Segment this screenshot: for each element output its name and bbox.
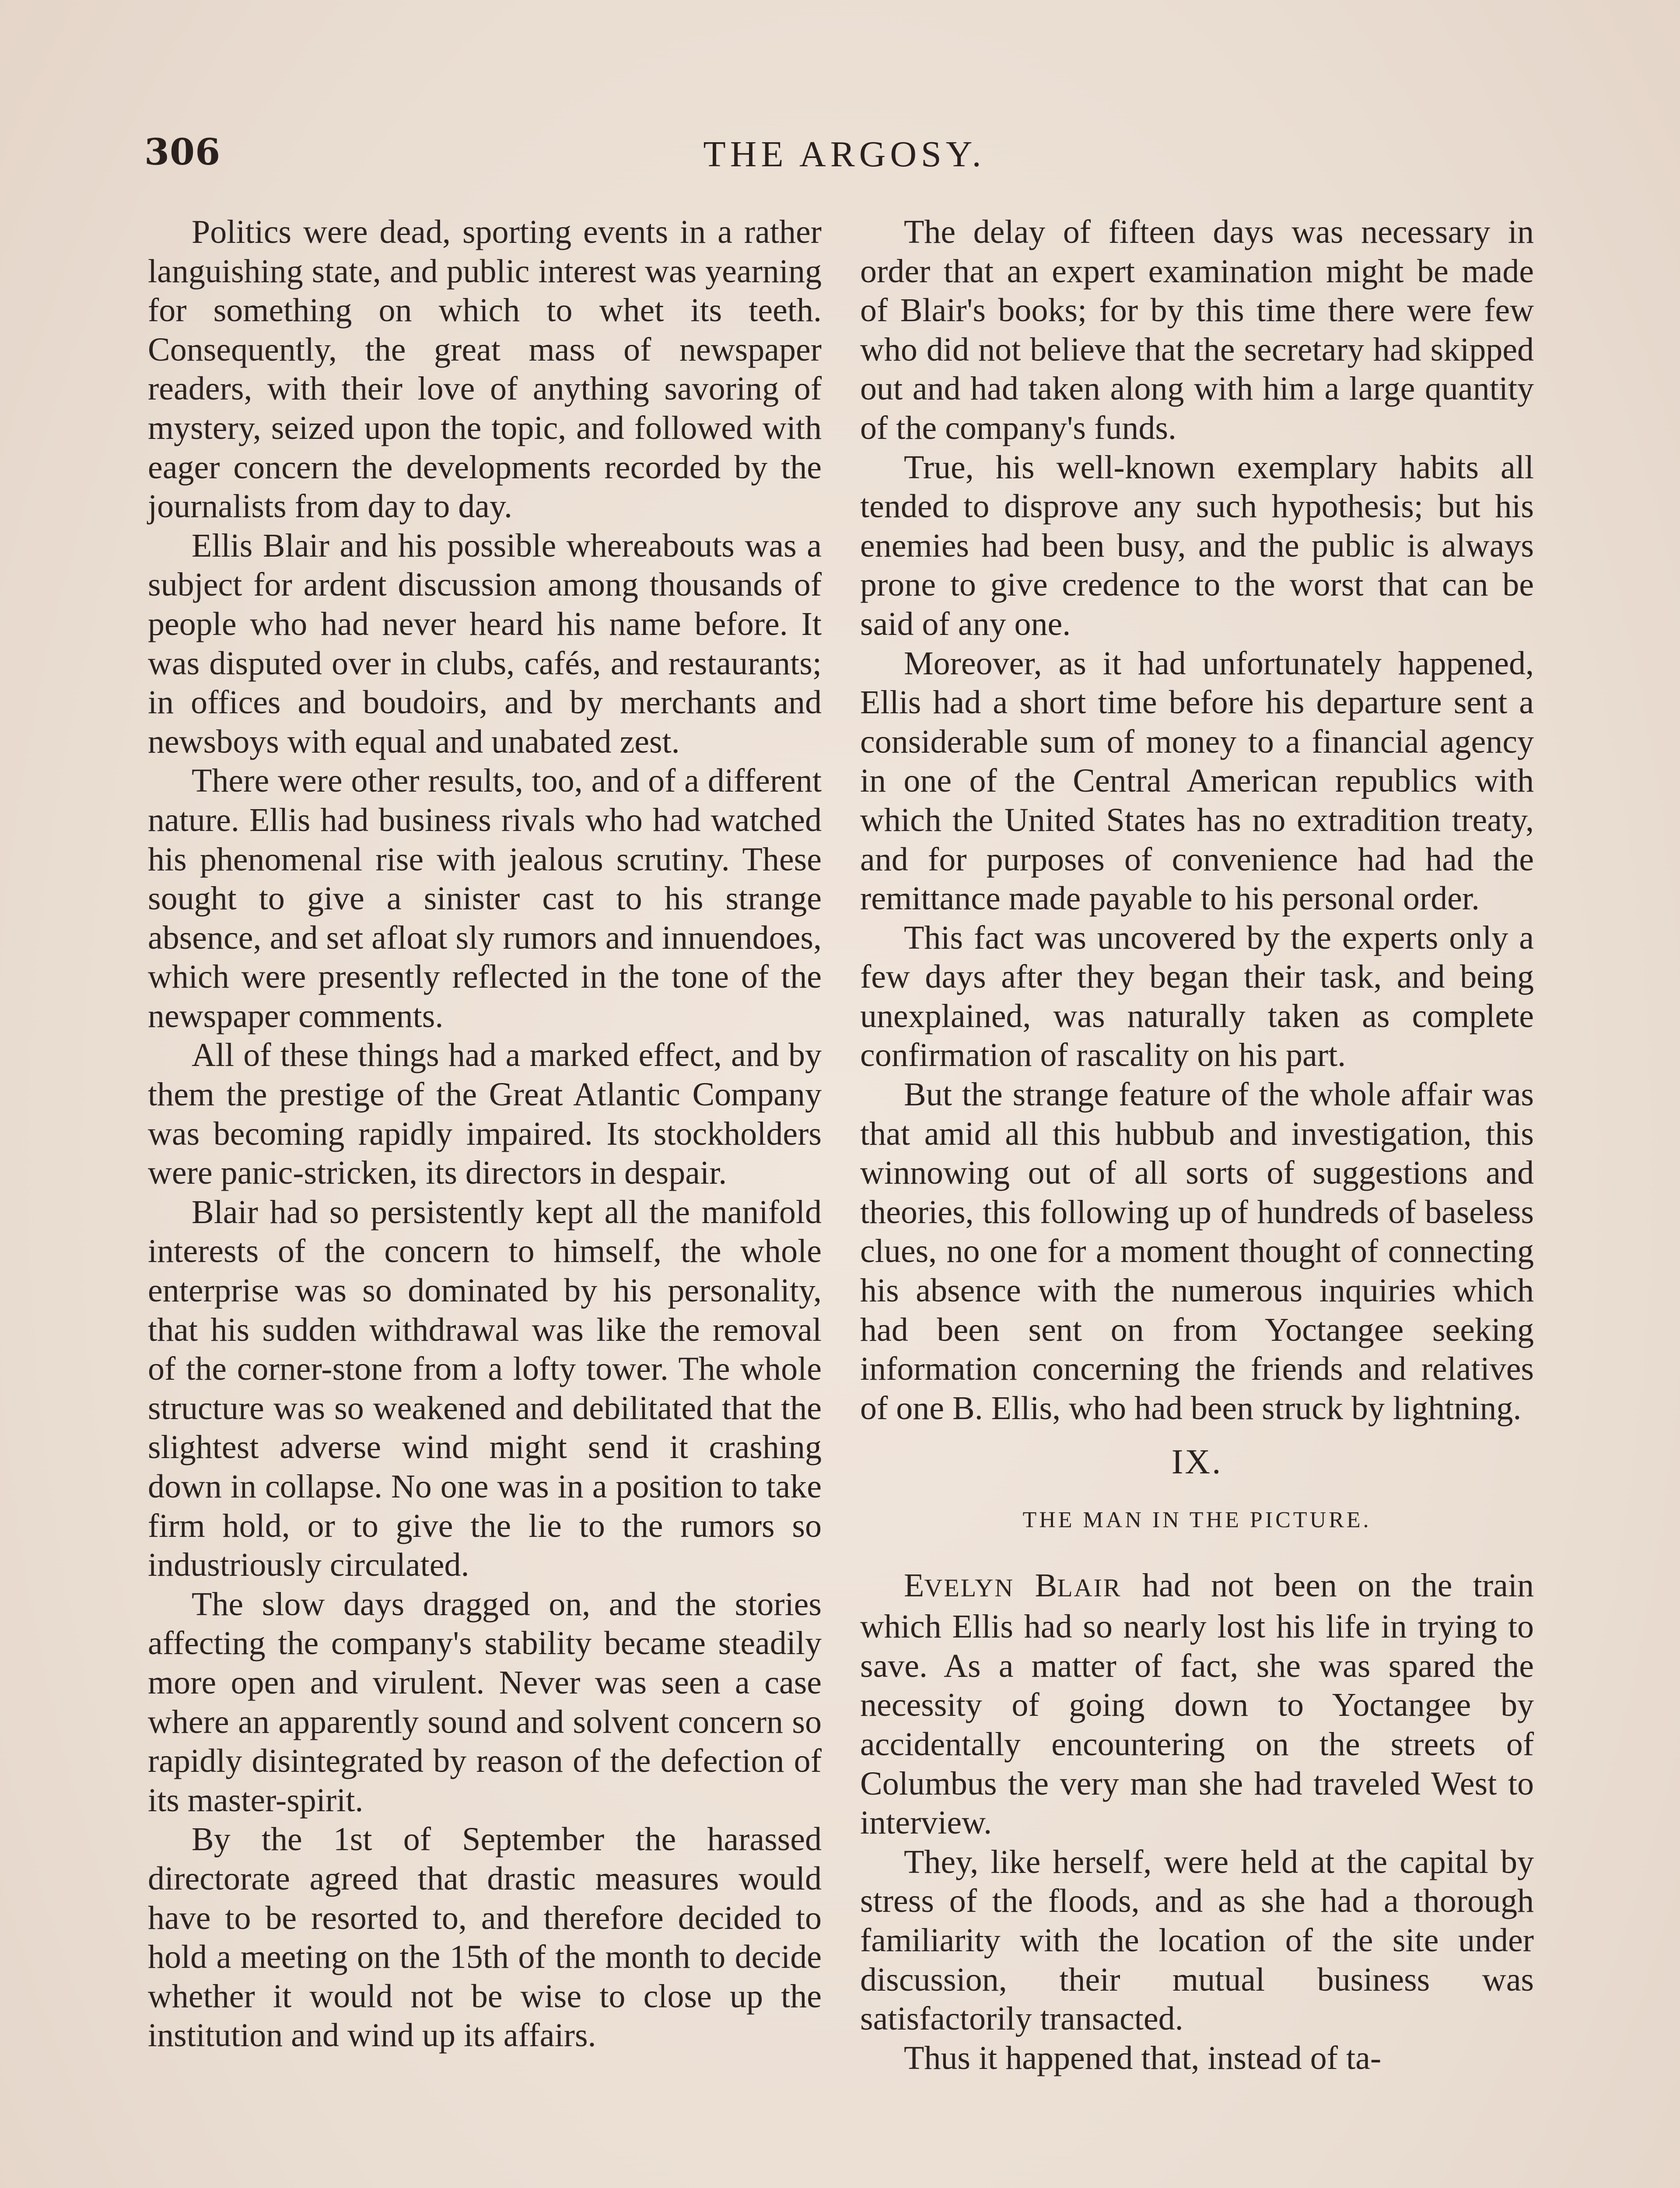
paragraph: Blair had so persistently kept all the manifold interests of the concern to himself, the whole enterprise was so dominated by his personality, that his sudden withdrawal was like the removal of the corner-stone from a lofty tower. The whole structure was so weakened and debilitated that the slightest adverse wind might send it crashing down in collapse. No one was in a position to take firm hold, or to give the lie to the rumors so industriously circulated. (148, 1193, 822, 1584)
running-head: THE ARGOSY. (703, 134, 986, 175)
paragraph: The delay of fifteen days was necessary in order that an expert examination might be made of Blair's books; for by this time there were few who did not believe that the secretary had skipped out and had taken along with him a large quantity of the company's funds. (860, 214, 1534, 446)
paragraph: They, like herself, were held at the capital by stress of the floods, and as she had a thorough familiarity with the location of the site under discussion, their mutual business was satisfactorily transacted. (860, 1843, 1534, 2037)
chapter-opening-paragraph (860, 1566, 1534, 1843)
paragraph: The slow days dragged on, and the stories affecting the company's stability became steadily more open and virulent. Never was seen a case where an apparently sound and solvent concern so rapidly disintegrated by reason of the defection of its master-spirit. (148, 1585, 822, 1819)
paragraph: By the 1st of September the harassed directorate agreed that drastic measures would have to be resorted to, and therefore decided to hold a meeting on the 15th of the month to decide whether it would not be wise to close up the institution and wind up its affairs. (148, 1821, 822, 2054)
small-caps-initial: E (904, 1567, 924, 1604)
chapter-title: THE MAN IN THE PICTURE. (1022, 1508, 1372, 1532)
paragraph: There were other results, too, and of a different nature. Ellis had business rivals who had watched his phenomenal rise with jealous scrutiny. These sought to give a sinister cast to his strange absence, and set afloat sly rumors and innuendoes, which were presently reflected in the tone of the newspaper comments. (148, 762, 822, 1034)
page-number: 306 (144, 131, 221, 173)
paragraph: But the strange feature of the whole affair was that amid all this hubbub and investigation, this winnowing out of all sorts of suggestions and theories, this following up of hundreds of baseless clues, no one for a moment thought of connecting his absence with the numerous inquiries which had been sent on from Yoctangee seeking information concerning the friends and relatives of one B. Ellis, who had been struck by lightning. (860, 1076, 1534, 1427)
left-column (148, 213, 822, 2055)
small-caps-text: VELYN (924, 1573, 1015, 1602)
small-caps-initial: B (1035, 1567, 1057, 1604)
paragraph: Politics were dead, sporting events in a rather languishing state, and public interest was yearning for something on which to whet its teeth. Consequently, the great mass of newspaper readers, with their love of anything savoring of mystery, seized upon the topic, and followed with eager concern the developments recorded by the journalists from day to day. (148, 214, 822, 525)
paragraph: All of these things had a marked effect, and by them the prestige of the Great Atlantic Company was becoming rapidly impaired. Its stockholders were panic-stricken, its directors in despair. (148, 1037, 822, 1192)
right-column (860, 213, 1534, 2078)
page-header (144, 131, 1544, 179)
paragraph: This fact was uncovered by the experts only a few days after they began their task, and being unexplained, was naturally taken as complete confirmation of rascality on his part. (860, 919, 1534, 1074)
opening-text: had not been on the train which Ellis had so nearly lost his life in trying to save. As a matter of fact, she was spared the necessity of going down to Yoctangee by accidentally encountering on the streets of Columbus the very man she had traveled West to interview. (860, 1567, 1534, 1841)
paragraph: True, his well-known exemplary habits all tended to disprove any such hypothesis; but his enemies had been busy, and the public is always prone to give credence to the worst that can be said of any one. (860, 449, 1534, 642)
paragraph: Thus it happened that, instead of ta- (904, 2039, 1382, 2076)
paragraph: Moreover, as it had unfortunately happened, Ellis had a short time before his departure sent a considerable sum of money to a financial agency in one of the Central American republics with which the United States has no extradition treaty, and for purposes of convenience had had the remittance made payable to his personal order. (860, 645, 1534, 917)
chapter-number: IX. (1171, 1443, 1223, 1482)
paragraph: Ellis Blair and his possible whereabouts was a subject for ardent discussion among thousands of people who had never heard his name before. It was disputed over in clubs, cafés, and restaurants; in offices and boudoirs, and by merchants and newsboys with equal and unabated zest. (148, 527, 822, 760)
small-caps-text: LAIR (1057, 1573, 1122, 1602)
